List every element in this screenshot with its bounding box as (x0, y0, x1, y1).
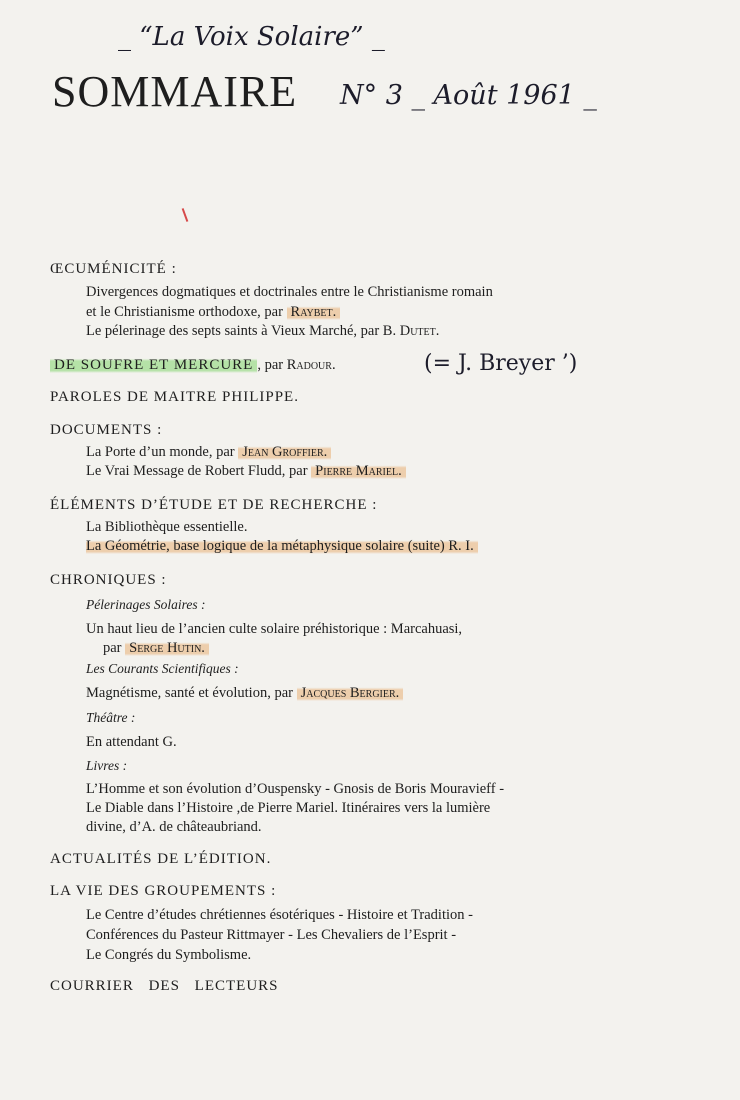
section-heading-chroniques: CHRONIQUES : (50, 572, 167, 588)
author-name: Serge Hutin. (125, 640, 209, 656)
entry-line: La Bibliothèque essentielle. (86, 519, 248, 535)
author-name: Jacques Bergier. (297, 685, 404, 701)
section-heading-documents: DOCUMENTS : (50, 422, 163, 438)
author-name: Jean Groffier. (238, 444, 331, 460)
section-heading-paroles: PAROLES DE MAITRE PHILIPPE. (50, 389, 299, 405)
section-heading-oecumenicite: ŒCUMÉNICITÉ : (50, 261, 177, 277)
entry-line: L’Homme et son évolution d’Ouspensky - Gnosis de Boris Mouravieff - (86, 781, 505, 797)
section-heading-soufre-mercure (50, 357, 336, 374)
entry-text: La Porte d’un monde, par (86, 444, 239, 460)
subsection-heading: Les Courants Scientifiques : (86, 661, 239, 676)
entry-line (86, 323, 439, 340)
entry-line: Divergences dogmatiques et doctrinales entre le Christianisme romain (86, 284, 493, 300)
entry-text: et le Christianisme orthodoxe, par (86, 304, 287, 320)
handwritten-annotation: (= J. Breyer ’) (424, 351, 578, 376)
subsection-heading: Livres : (86, 758, 128, 773)
entry-line (103, 640, 209, 657)
section-title-highlighted: DE SOUFRE ET MERCURE (50, 357, 257, 373)
entry-line: Un haut lieu de l’ancien culte solaire préhistorique : Marcahuasi, (86, 621, 463, 637)
entry-text: Le Vrai Message de Robert Fludd, par (86, 463, 312, 479)
entry-text: par (103, 640, 126, 656)
section-heading-actualites: ACTUALITÉS DE L’ÉDITION. (50, 851, 272, 867)
author-name: Dutet. (399, 323, 440, 339)
section-heading-courrier: COURRIER DES LECTEURS (50, 978, 279, 994)
entry-text-highlighted: La Géométrie, base logique de la métaphysique solaire (suite) R. I. (86, 538, 478, 554)
page-title: SOMMAIRE (52, 67, 298, 116)
entry-line: Le Centre d’études chrétiennes ésotériques - Histoire et Tradition - (86, 907, 473, 923)
entry-line (86, 444, 331, 461)
entry-line: Le Congrés du Symbolisme. (86, 947, 252, 963)
author-name: Raybet. (287, 304, 341, 320)
subsection-heading: Pélerinages Solaires : (86, 597, 206, 612)
entry-text: , par (257, 357, 287, 373)
subsection-heading: Théâtre : (86, 710, 136, 725)
entry-line: En attendant G. (86, 734, 177, 750)
entry-line: Conférences du Pasteur Rittmayer - Les Chevaliers de l’Esprit - (86, 927, 457, 943)
entry-text: Magnétisme, santé et évolution, par (86, 685, 297, 701)
handwritten-journal-name: _ “La Voix Solaire” _ (118, 22, 385, 52)
entry-line (86, 463, 406, 480)
author-name: Pierre Mariel. (311, 463, 406, 479)
entry-line: Le Diable dans l’Histoire ,de Pierre Mariel. Itinéraires vers la lumière (86, 800, 491, 816)
handwritten-issue-number: N° 3 _ Août 1961 _ (340, 80, 597, 111)
entry-line (86, 685, 403, 702)
entry-line (86, 304, 340, 321)
section-heading-groupements: LA VIE DES GROUPEMENTS : (50, 883, 277, 899)
section-heading-elements: ÉLÉMENTS D’ÉTUDE ET DE RECHERCHE : (50, 497, 378, 513)
red-pen-mark (182, 208, 189, 222)
entry-line (86, 538, 478, 555)
entry-line: divine, d’A. de châteaubriand. (86, 819, 262, 835)
author-name: Radour. (286, 357, 336, 373)
entry-text: Le pélerinage des septs saints à Vieux Marché, par B. (86, 323, 400, 339)
